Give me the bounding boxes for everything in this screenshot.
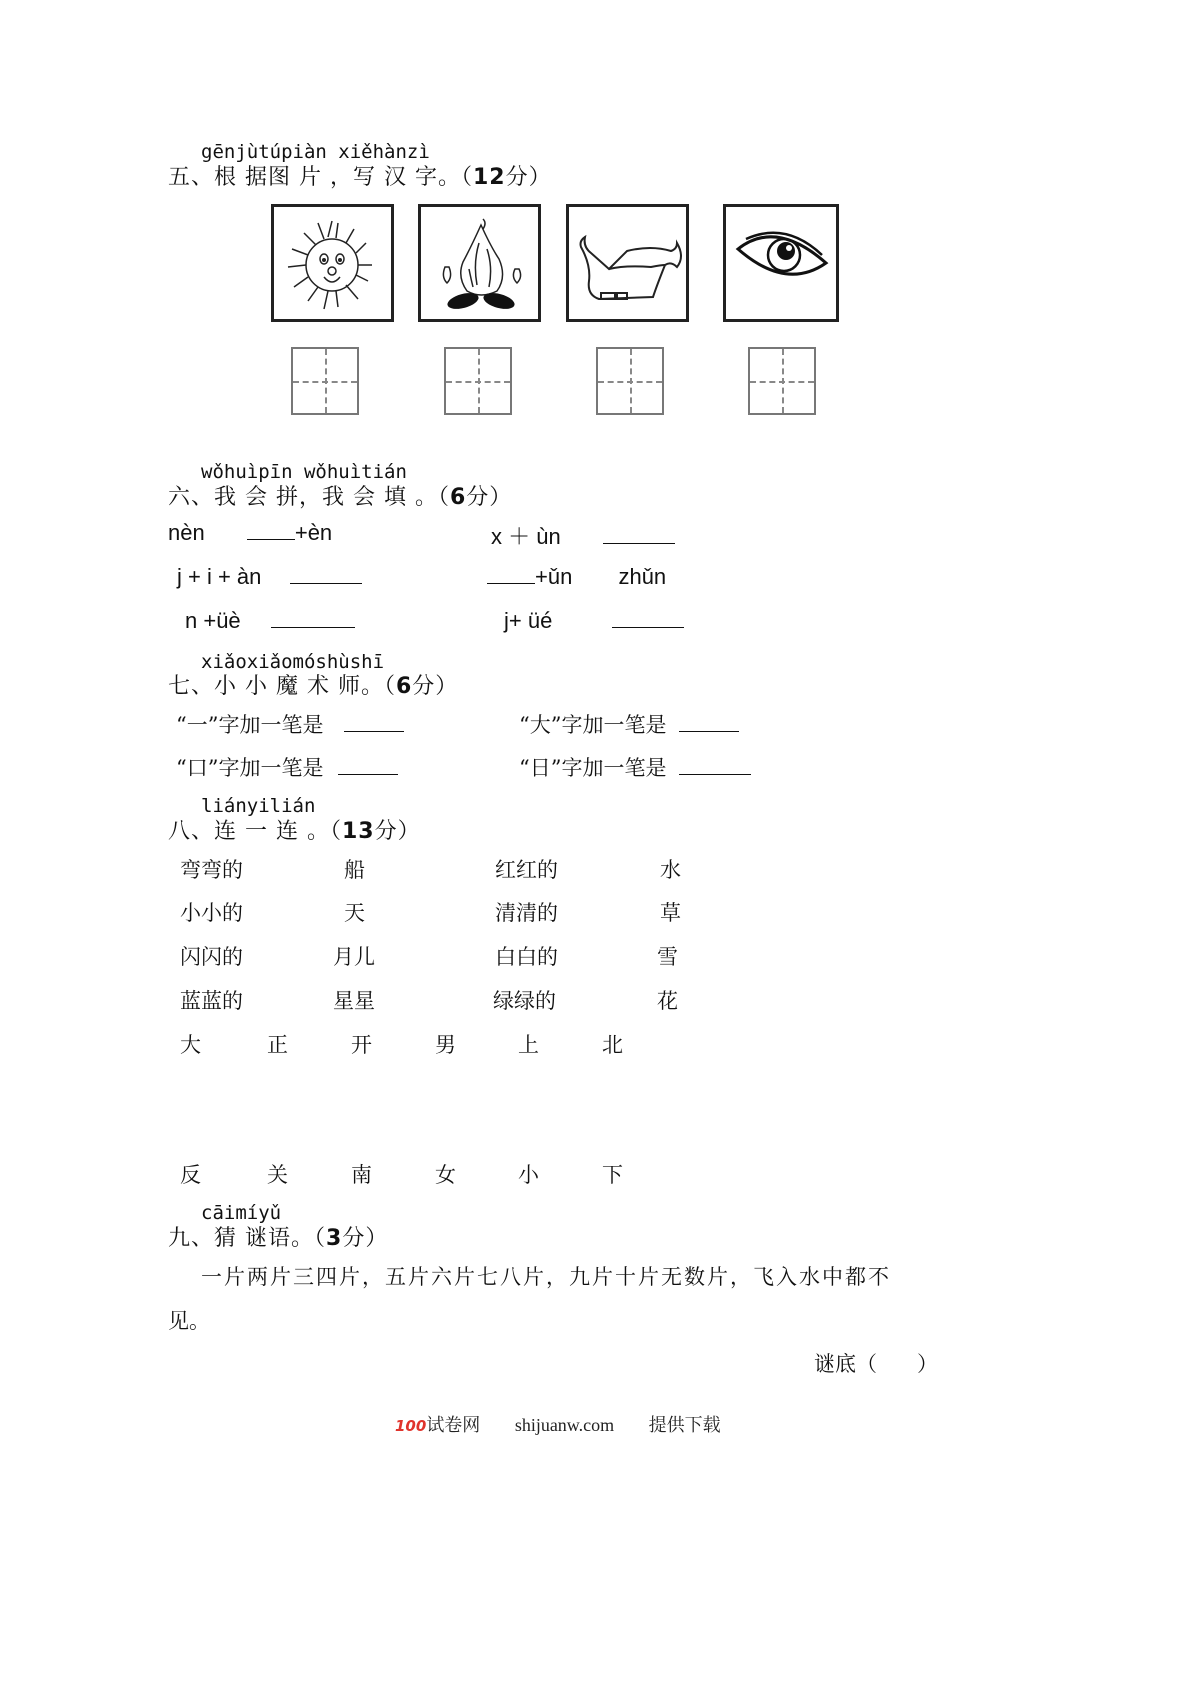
site-name: 试卷网 [426, 1415, 481, 1435]
opposite-word[interactable]: 北 [602, 1033, 623, 1057]
match-word[interactable]: 弯弯的 [180, 858, 243, 882]
writing-box-4[interactable] [748, 347, 816, 415]
match-word[interactable]: 清清的 [495, 901, 558, 925]
magic-prompt: “大”字加一笔是 [519, 713, 667, 737]
match-word[interactable]: 水 [660, 858, 681, 882]
opposite-word[interactable]: 大 [180, 1033, 201, 1057]
section8-title: 八、连 一 连 。（ [168, 819, 342, 844]
writing-box-3[interactable] [596, 347, 664, 415]
pinyin-row-1-left [168, 520, 332, 546]
answer-blank[interactable] [487, 565, 535, 584]
boat-icon [569, 207, 686, 319]
eye-icon [726, 207, 836, 319]
answer-blank[interactable] [679, 713, 739, 732]
section5-pinyin: gēnjùtúpiàn xiěhànzì [201, 141, 430, 163]
site-tagline: 提供下载 [648, 1415, 721, 1435]
section9-pinyin: cāimíyǔ [201, 1202, 282, 1224]
answer-close: ） [917, 1352, 938, 1376]
magic-item-1 [176, 709, 404, 739]
section8-heading [168, 814, 421, 845]
answer-blank[interactable] [271, 609, 355, 628]
section9-title: 九、猜 谜语。（ [168, 1226, 326, 1251]
opposite-word[interactable]: 反 [180, 1163, 201, 1187]
match-word[interactable]: 船 [344, 858, 365, 882]
eye-picture [723, 204, 839, 322]
opposite-word[interactable]: 南 [351, 1163, 372, 1187]
section6-heading [168, 480, 512, 511]
section7-score: 6 [395, 674, 413, 699]
match-word[interactable]: 雪 [657, 945, 678, 969]
section8-pinyin: liányilián [201, 795, 316, 817]
section6-pinyin: wǒhuìpīn wǒhuìtián [201, 461, 407, 483]
magic-item-3 [176, 752, 398, 782]
answer-blank[interactable] [338, 756, 398, 775]
boat-picture [566, 204, 689, 322]
fire-icon [421, 207, 538, 319]
match-word[interactable]: 草 [660, 901, 681, 925]
pinyin-text: +èn [294, 520, 333, 545]
magic-item-4 [519, 752, 751, 782]
match-word[interactable]: 红红的 [495, 858, 558, 882]
answer-blank[interactable] [603, 525, 675, 544]
footer [395, 1411, 721, 1437]
opposite-word[interactable]: 正 [267, 1033, 288, 1057]
section5-heading [168, 160, 552, 191]
pinyin-row-3-right [504, 608, 684, 634]
section5-score-suffix: 分） [505, 165, 552, 190]
match-word[interactable]: 白白的 [495, 945, 558, 969]
section9-heading [168, 1221, 388, 1252]
pinyin-row-2-right [487, 564, 666, 590]
match-word[interactable]: 天 [344, 901, 365, 925]
riddle-answer [814, 1348, 938, 1378]
pinyin-row-2-left [177, 564, 362, 590]
section7-heading [168, 669, 458, 700]
opposite-word[interactable]: 小 [518, 1163, 539, 1187]
opposite-word[interactable]: 女 [435, 1163, 456, 1187]
pinyin-text: j + i + àn [177, 564, 262, 589]
pinyin-text: x ＋ ùn [491, 524, 561, 549]
match-word[interactable]: 蓝蓝的 [180, 989, 243, 1013]
fire-picture [418, 204, 541, 322]
answer-blank[interactable] [290, 565, 362, 584]
section9-score: 3 [326, 1226, 343, 1251]
match-word[interactable]: 花 [657, 989, 678, 1013]
section6-score: 6 [449, 485, 467, 510]
section7-score-suffix: 分） [412, 674, 459, 699]
pinyin-text: n +üè [185, 608, 241, 633]
pinyin-text: +ǔn [535, 564, 573, 589]
opposite-word[interactable]: 上 [518, 1033, 539, 1057]
section6-title: 六、我 会 拼，我 会 填 。（ [168, 485, 450, 510]
pinyin-row-1-right [491, 520, 675, 551]
pinyin-text: zhǔn [618, 564, 667, 589]
riddle-line-2: 见。 [168, 1309, 210, 1333]
opposite-word[interactable]: 下 [602, 1163, 623, 1187]
pinyin-row-3-left [185, 608, 355, 634]
magic-item-2 [519, 709, 739, 739]
match-word[interactable]: 星星 [333, 989, 375, 1013]
magic-prompt: “口”字加一笔是 [176, 756, 324, 780]
section7-title: 七、小 小 魔 术 师。（ [168, 674, 396, 699]
answer-label: 谜底（ [814, 1352, 877, 1376]
sun-icon [274, 207, 391, 319]
site-logo-icon: 100 [395, 1417, 427, 1435]
opposite-word[interactable]: 开 [351, 1033, 372, 1057]
pinyin-text: nèn [168, 520, 205, 545]
match-word[interactable]: 闪闪的 [180, 945, 243, 969]
opposite-word[interactable]: 男 [435, 1033, 456, 1057]
magic-prompt: “一”字加一笔是 [176, 713, 324, 737]
riddle-line-1: 一片两片三四片，五片六片七八片，九片十片无数片，飞入水中都不 [201, 1265, 891, 1289]
section5-title: 五、根 据图 片 ，写 汉 字。（ [168, 165, 473, 190]
sun-picture [271, 204, 394, 322]
answer-blank[interactable] [679, 756, 751, 775]
section9-score-suffix: 分） [342, 1226, 389, 1251]
section5-score: 12 [472, 165, 506, 190]
writing-box-1[interactable] [291, 347, 359, 415]
writing-box-2[interactable] [444, 347, 512, 415]
site-url[interactable]: shijuanw.com [514, 1415, 615, 1435]
answer-blank[interactable] [247, 521, 295, 540]
section8-score: 13 [341, 819, 375, 844]
match-word[interactable]: 月儿 [333, 945, 375, 969]
section7-pinyin: xiǎoxiǎomóshùshī [201, 651, 385, 673]
match-word[interactable]: 小小的 [180, 901, 243, 925]
answer-blank[interactable] [612, 609, 684, 628]
magic-prompt: “日”字加一笔是 [519, 756, 667, 780]
match-word[interactable]: 绿绿的 [493, 989, 556, 1013]
section8-score-suffix: 分） [374, 819, 421, 844]
pinyin-text: j+ üé [504, 608, 553, 633]
opposite-word[interactable]: 关 [267, 1163, 288, 1187]
answer-blank[interactable] [344, 713, 404, 732]
section6-score-suffix: 分） [466, 485, 513, 510]
